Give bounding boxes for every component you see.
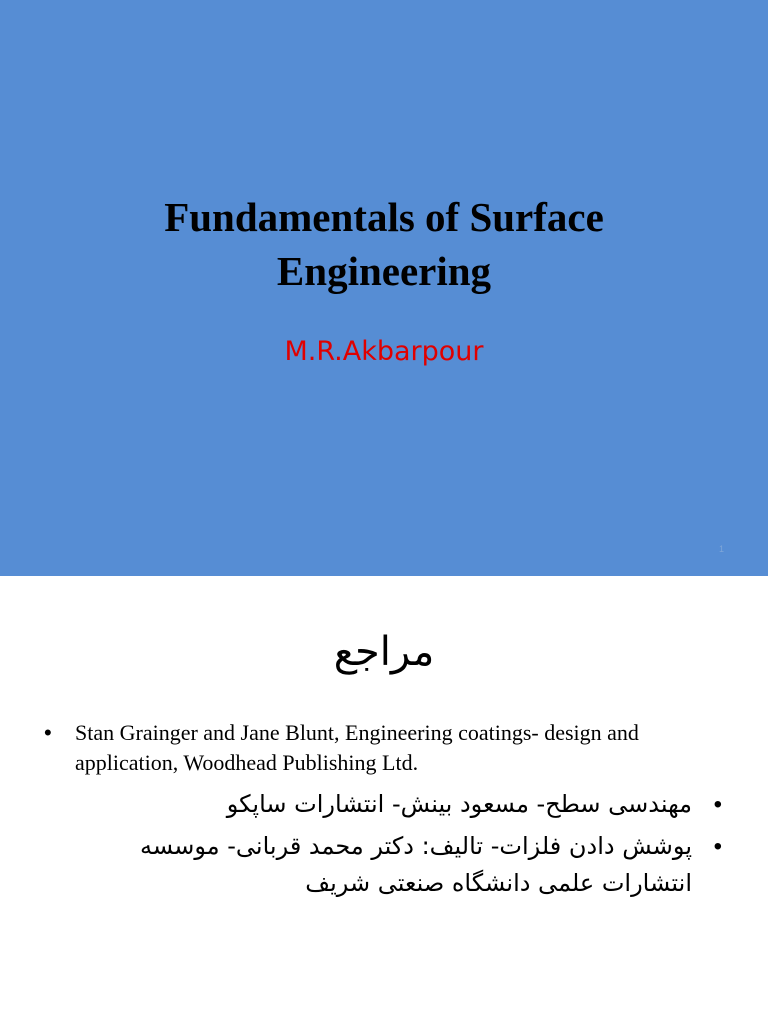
references-title: مراجع bbox=[333, 629, 435, 675]
reference-item-1 bbox=[44, 718, 704, 778]
slide-title bbox=[60, 190, 708, 298]
bullet-icon: • bbox=[44, 720, 52, 745]
bullet-icon: • bbox=[713, 791, 722, 818]
slide-title-line-1: Fundamentals of Surface bbox=[164, 194, 604, 240]
slide-title-line-2: Engineering bbox=[276, 248, 492, 294]
references-slide bbox=[0, 576, 768, 1024]
reference-text: پوشش دادن فلزات- تالیف: دکتر محمد قربانی- موسسه انتشارات علمی دانشگاه صنعتی شریف bbox=[139, 832, 692, 897]
bullet-icon: • bbox=[713, 833, 722, 860]
reference-item-2 bbox=[90, 786, 730, 823]
author-name: M.R.Akbarpour bbox=[284, 336, 484, 367]
reference-item-3 bbox=[90, 828, 730, 902]
reference-text: مهندسی سطح- مسعود بینش- انتشارات ساپکو bbox=[226, 790, 692, 818]
slide-number: 1 bbox=[718, 544, 724, 554]
reference-text: Stan Grainger and Jane Blunt, Engineering coatings- design and application, Woodhead Publishing Ltd. bbox=[75, 720, 639, 775]
